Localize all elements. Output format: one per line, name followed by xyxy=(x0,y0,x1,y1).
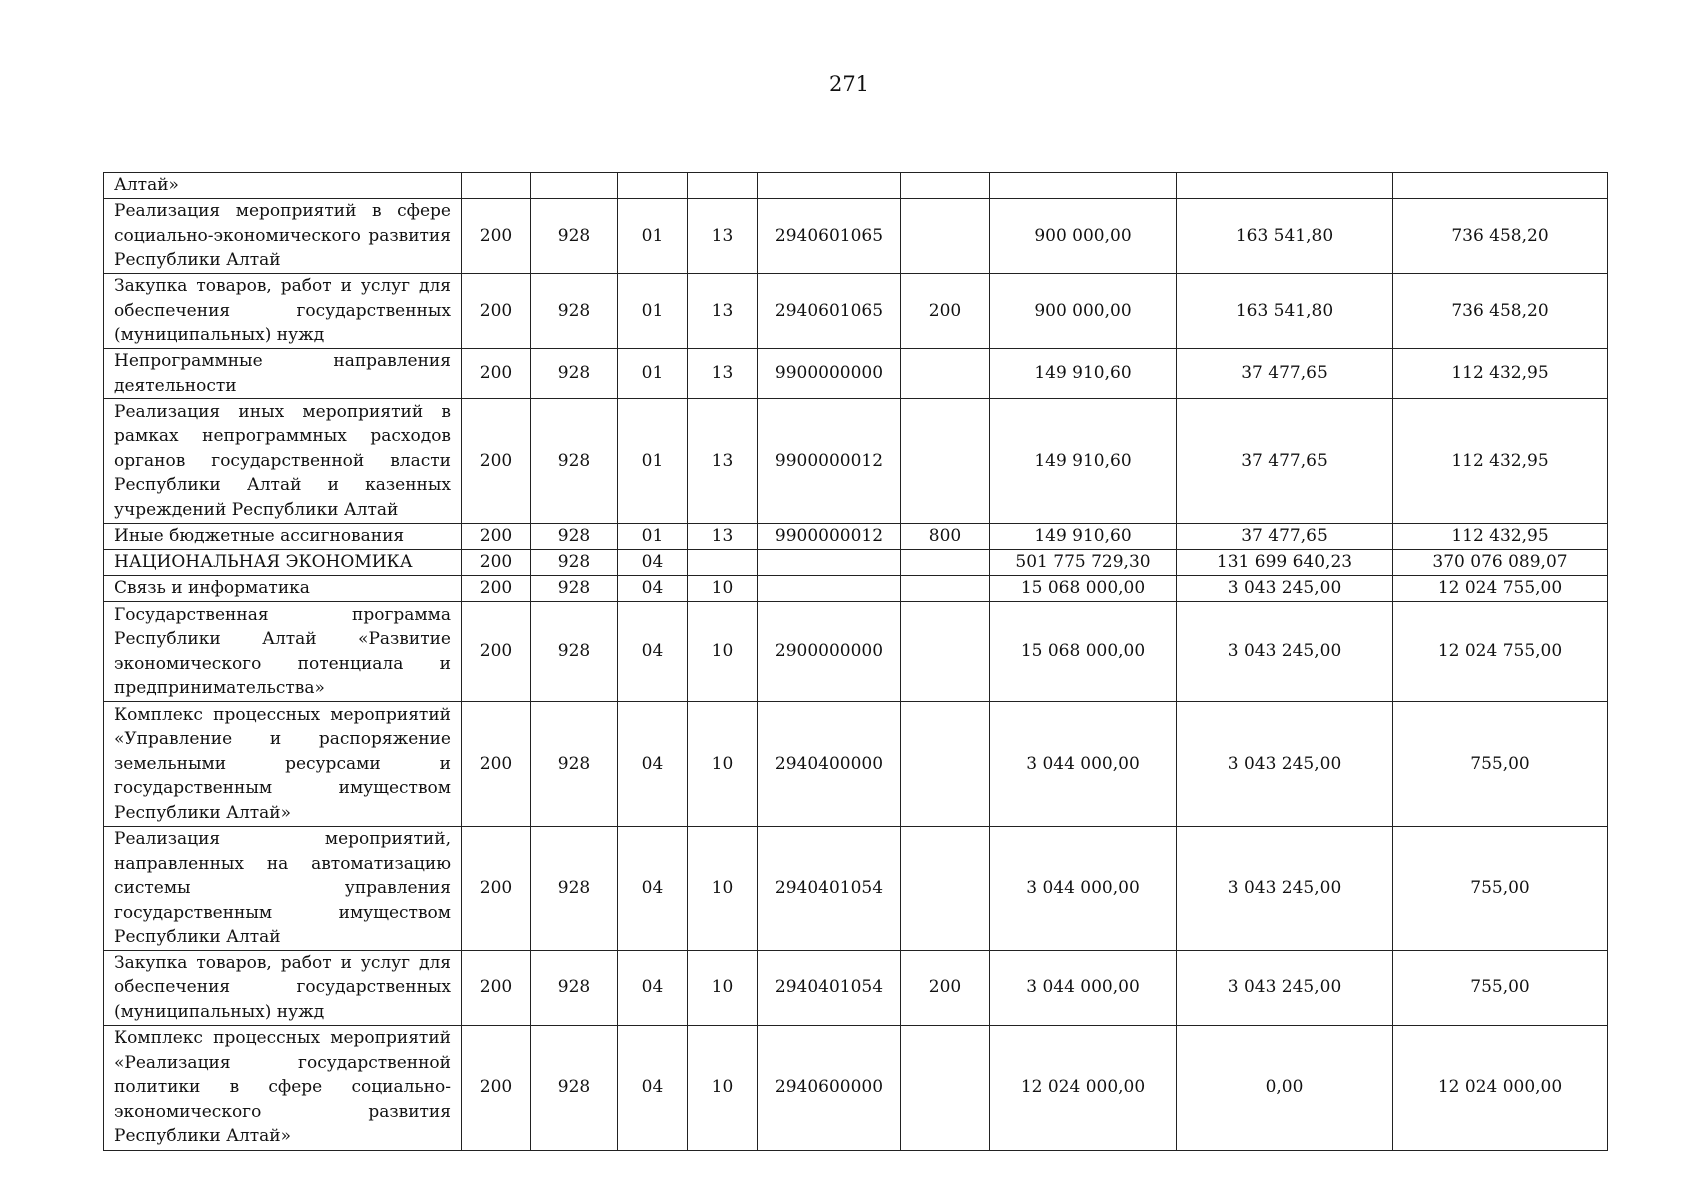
table-row xyxy=(104,173,1608,199)
row-vr-code xyxy=(901,173,990,199)
row-rest-amount: 755,00 xyxy=(1393,827,1608,951)
row-plan-amount: 12 024 000,00 xyxy=(990,1025,1177,1150)
row-podrazdel xyxy=(688,550,758,576)
row-ved-code xyxy=(531,173,618,199)
row-csr-code: 9900000000 xyxy=(758,349,901,399)
row-vr-code xyxy=(901,827,990,951)
row-name: Государственная программа Республики Алтай «Развитие экономического потенциала и предпринимательства» xyxy=(104,602,462,702)
row-rest-amount: 370 076 089,07 xyxy=(1393,550,1608,576)
row-razdel: 04 xyxy=(618,550,688,576)
row-gr-code: 200 xyxy=(462,550,531,576)
row-csr-code: 2940401054 xyxy=(758,827,901,951)
row-csr-code: 2940401054 xyxy=(758,950,901,1025)
row-razdel: 04 xyxy=(618,576,688,602)
table-row xyxy=(104,199,1608,274)
row-ved-code: 928 xyxy=(531,702,618,827)
row-fact-amount: 163 541,80 xyxy=(1177,274,1393,349)
row-vr-code xyxy=(901,349,990,399)
row-name: Реализация мероприятий в сфере социально-экономического развития Республики Алтай xyxy=(104,199,462,274)
table-row xyxy=(104,827,1608,951)
row-ved-code: 928 xyxy=(531,950,618,1025)
row-gr-code: 200 xyxy=(462,199,531,274)
row-csr-code: 9900000012 xyxy=(758,399,901,524)
row-name: Реализация мероприятий, направленных на автоматизацию системы управления государственным имуществом Республики Алтай xyxy=(104,827,462,951)
row-rest-amount: 112 432,95 xyxy=(1393,399,1608,524)
row-gr-code: 200 xyxy=(462,602,531,702)
row-vr-code xyxy=(901,399,990,524)
row-plan-amount: 900 000,00 xyxy=(990,274,1177,349)
row-gr-code: 200 xyxy=(462,576,531,602)
row-vr-code xyxy=(901,602,990,702)
row-podrazdel: 13 xyxy=(688,274,758,349)
row-razdel: 01 xyxy=(618,199,688,274)
table-row xyxy=(104,576,1608,602)
row-fact-amount: 131 699 640,23 xyxy=(1177,550,1393,576)
row-name: Непрограммные направления деятельности xyxy=(104,349,462,399)
row-fact-amount: 3 043 245,00 xyxy=(1177,602,1393,702)
row-rest-amount: 736 458,20 xyxy=(1393,199,1608,274)
row-ved-code: 928 xyxy=(531,550,618,576)
row-podrazdel: 10 xyxy=(688,576,758,602)
row-ved-code: 928 xyxy=(531,349,618,399)
row-ved-code: 928 xyxy=(531,399,618,524)
row-gr-code: 200 xyxy=(462,827,531,951)
row-fact-amount: 163 541,80 xyxy=(1177,199,1393,274)
row-csr-code: 9900000012 xyxy=(758,524,901,550)
row-fact-amount xyxy=(1177,173,1393,199)
row-csr-code: 2940600000 xyxy=(758,1025,901,1150)
row-ved-code: 928 xyxy=(531,602,618,702)
row-vr-code: 200 xyxy=(901,274,990,349)
page-number: 271 xyxy=(828,72,870,96)
row-csr-code: 2940601065 xyxy=(758,199,901,274)
row-razdel xyxy=(618,173,688,199)
row-razdel: 04 xyxy=(618,602,688,702)
table-row xyxy=(104,550,1608,576)
row-razdel: 04 xyxy=(618,950,688,1025)
row-podrazdel xyxy=(688,173,758,199)
row-plan-amount: 900 000,00 xyxy=(990,199,1177,274)
row-razdel: 04 xyxy=(618,827,688,951)
row-name: Комплекс процессных мероприятий «Реализация государственной политики в сфере социально-экономического развития Республики Алтай» xyxy=(104,1025,462,1150)
row-fact-amount: 37 477,65 xyxy=(1177,524,1393,550)
row-vr-code: 200 xyxy=(901,950,990,1025)
row-razdel: 01 xyxy=(618,274,688,349)
row-gr-code: 200 xyxy=(462,274,531,349)
row-podrazdel: 13 xyxy=(688,199,758,274)
row-ved-code: 928 xyxy=(531,199,618,274)
row-fact-amount: 37 477,65 xyxy=(1177,349,1393,399)
row-name: НАЦИОНАЛЬНАЯ ЭКОНОМИКА xyxy=(104,550,462,576)
table-row xyxy=(104,274,1608,349)
table-row xyxy=(104,399,1608,524)
row-plan-amount: 149 910,60 xyxy=(990,349,1177,399)
row-plan-amount: 15 068 000,00 xyxy=(990,576,1177,602)
row-plan-amount: 15 068 000,00 xyxy=(990,602,1177,702)
row-vr-code xyxy=(901,199,990,274)
row-razdel: 01 xyxy=(618,349,688,399)
row-ved-code: 928 xyxy=(531,827,618,951)
row-rest-amount: 112 432,95 xyxy=(1393,349,1608,399)
row-razdel: 01 xyxy=(618,399,688,524)
table-row xyxy=(104,602,1608,702)
row-plan-amount: 3 044 000,00 xyxy=(990,702,1177,827)
row-vr-code xyxy=(901,550,990,576)
row-gr-code: 200 xyxy=(462,950,531,1025)
row-podrazdel: 10 xyxy=(688,602,758,702)
row-ved-code: 928 xyxy=(531,274,618,349)
row-name: Связь и информатика xyxy=(104,576,462,602)
table-row xyxy=(104,950,1608,1025)
row-plan-amount: 149 910,60 xyxy=(990,524,1177,550)
row-name: Реализация иных мероприятий в рамках непрограммных расходов органов государственной власти Республики Алтай и казенных учреждений Республики Алтай xyxy=(104,399,462,524)
row-ved-code: 928 xyxy=(531,1025,618,1150)
row-rest-amount: 12 024 755,00 xyxy=(1393,576,1608,602)
row-podrazdel: 13 xyxy=(688,399,758,524)
row-gr-code: 200 xyxy=(462,349,531,399)
row-fact-amount: 3 043 245,00 xyxy=(1177,950,1393,1025)
row-rest-amount: 736 458,20 xyxy=(1393,274,1608,349)
row-vr-code xyxy=(901,576,990,602)
table-row xyxy=(104,349,1608,399)
row-rest-amount: 112 432,95 xyxy=(1393,524,1608,550)
row-plan-amount: 3 044 000,00 xyxy=(990,950,1177,1025)
row-csr-code xyxy=(758,173,901,199)
table-row xyxy=(104,702,1608,827)
row-podrazdel: 10 xyxy=(688,1025,758,1150)
row-csr-code xyxy=(758,550,901,576)
row-plan-amount xyxy=(990,173,1177,199)
row-name: Иные бюджетные ассигнования xyxy=(104,524,462,550)
row-csr-code: 2940601065 xyxy=(758,274,901,349)
row-podrazdel: 10 xyxy=(688,827,758,951)
row-podrazdel: 13 xyxy=(688,349,758,399)
row-rest-amount: 755,00 xyxy=(1393,702,1608,827)
row-rest-amount: 12 024 000,00 xyxy=(1393,1025,1608,1150)
table-row xyxy=(104,524,1608,550)
row-plan-amount: 501 775 729,30 xyxy=(990,550,1177,576)
row-rest-amount: 755,00 xyxy=(1393,950,1608,1025)
row-fact-amount: 3 043 245,00 xyxy=(1177,827,1393,951)
row-podrazdel: 13 xyxy=(688,524,758,550)
row-name: Алтай» xyxy=(104,173,462,199)
row-name: Закупка товаров, работ и услуг для обеспечения государственных (муниципальных) нужд xyxy=(104,274,462,349)
row-rest-amount: 12 024 755,00 xyxy=(1393,602,1608,702)
row-csr-code xyxy=(758,576,901,602)
row-gr-code: 200 xyxy=(462,702,531,827)
row-ved-code: 928 xyxy=(531,524,618,550)
row-gr-code: 200 xyxy=(462,1025,531,1150)
row-plan-amount: 3 044 000,00 xyxy=(990,827,1177,951)
row-fact-amount: 3 043 245,00 xyxy=(1177,702,1393,827)
budget-table xyxy=(103,172,1608,1151)
row-vr-code xyxy=(901,1025,990,1150)
row-fact-amount: 37 477,65 xyxy=(1177,399,1393,524)
row-fact-amount: 0,00 xyxy=(1177,1025,1393,1150)
row-razdel: 04 xyxy=(618,1025,688,1150)
row-rest-amount xyxy=(1393,173,1608,199)
row-gr-code: 200 xyxy=(462,524,531,550)
row-ved-code: 928 xyxy=(531,576,618,602)
row-vr-code: 800 xyxy=(901,524,990,550)
row-name: Закупка товаров, работ и услуг для обеспечения государственных (муниципальных) нужд xyxy=(104,950,462,1025)
row-name: Комплекс процессных мероприятий «Управление и распоряжение земельными ресурсами и государственным имуществом Республики Алтай» xyxy=(104,702,462,827)
row-podrazdel: 10 xyxy=(688,702,758,827)
row-plan-amount: 149 910,60 xyxy=(990,399,1177,524)
row-gr-code: 200 xyxy=(462,399,531,524)
table-row xyxy=(104,1025,1608,1150)
row-razdel: 04 xyxy=(618,702,688,827)
row-razdel: 01 xyxy=(618,524,688,550)
row-vr-code xyxy=(901,702,990,827)
row-csr-code: 2900000000 xyxy=(758,602,901,702)
row-csr-code: 2940400000 xyxy=(758,702,901,827)
row-podrazdel: 10 xyxy=(688,950,758,1025)
row-fact-amount: 3 043 245,00 xyxy=(1177,576,1393,602)
row-gr-code xyxy=(462,173,531,199)
